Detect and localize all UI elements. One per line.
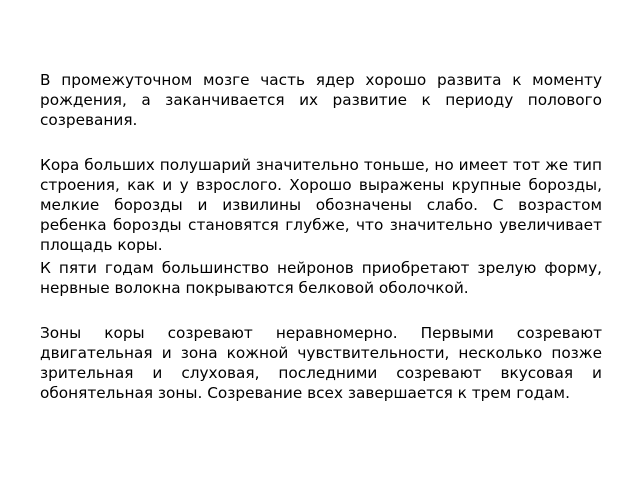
paragraph-diencephalon: В промежуточном мозге часть ядер хорошо развита к моменту рождения, а заканчивается их развитие к периоду полового созревания. (40, 71, 602, 129)
paragraph-neuron-maturation: К пяти годам большинство нейронов приобретают зрелую форму, нервные волокна покрываются белковой оболочкой. (40, 259, 602, 297)
paragraph-cortex-structure: Кора больших полушарий значительно тоньше, но имеет тот же тип строения, как и у взрослого. Хорошо выражены крупные борозды, мелкие борозды и извилины обозначены слабо. С возрастом ребенка борозды становятся глубже, что значительно увеличивает площадь коры. (40, 156, 602, 254)
paragraph-cortex-zones: Зоны коры созревают неравномерно. Первыми созревают двигательная и зона кожной чувствительности, несколько позже зрительная и слуховая, последними созревают вкусовая и обонятельная зоны. Созревание всех завершается к трем годам. (40, 324, 602, 402)
